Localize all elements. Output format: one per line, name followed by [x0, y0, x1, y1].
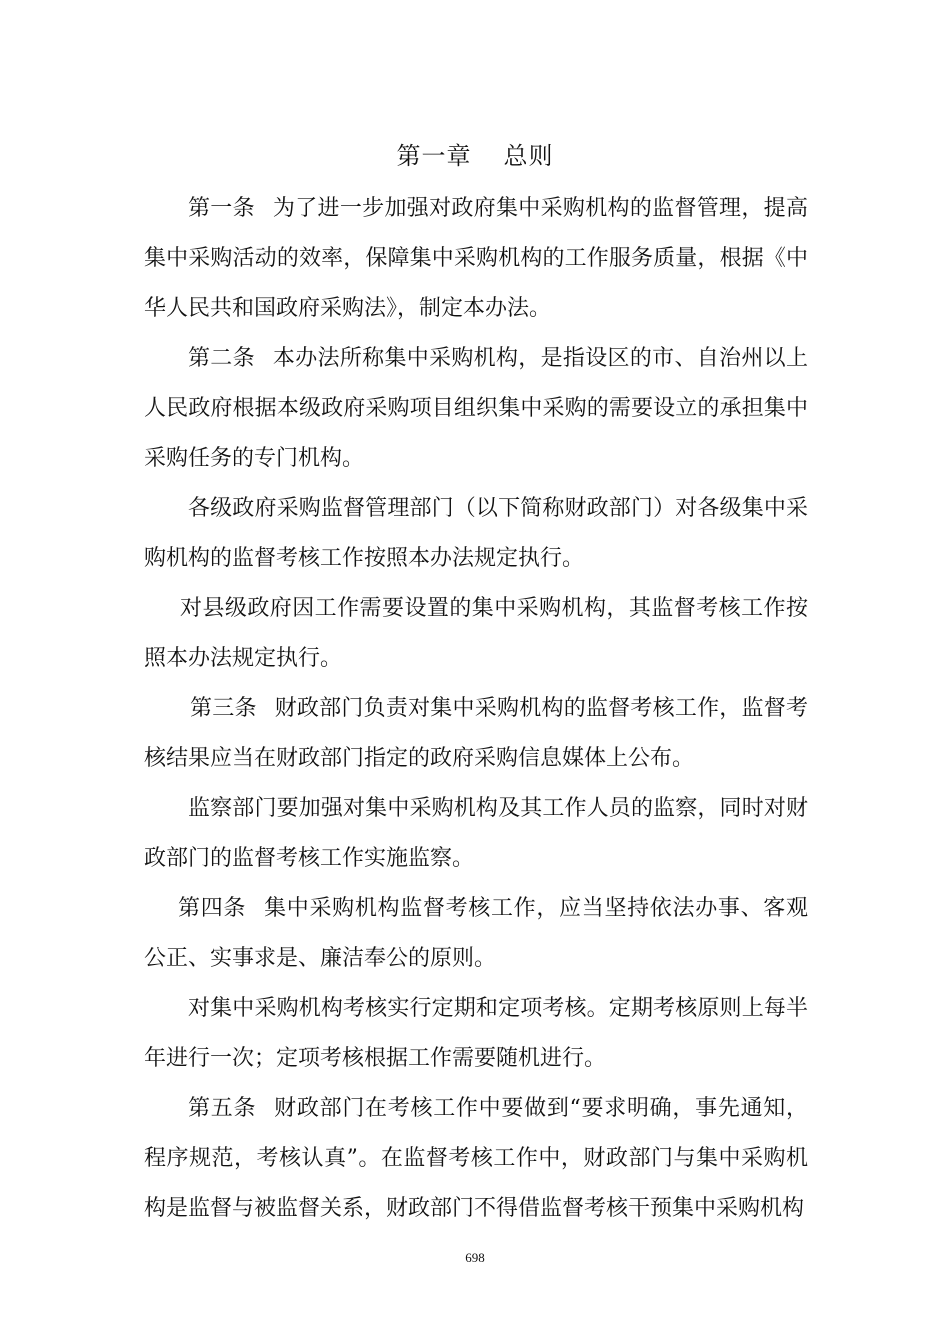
chapter-number: 第一章 [396, 142, 472, 170]
article-text: 财政部门在考核工作中要做到“要求明确，事先通知，程序规范，考核认真”。在监督考核工作中，财政部门与集中采购机构是监督与被监督关系，财政部门不得借监督考核干预集中采购机构 [144, 1096, 808, 1221]
page-number: 698 [465, 1250, 485, 1265]
article-2-subparagraph-2 [144, 584, 808, 684]
article-4-subparagraph [144, 984, 808, 1084]
paragraph-text: 对集中采购机构考核实行定期和定项考核。定期考核原则上每半年进行一次；定项考核根据工作需要随机进行。 [144, 996, 808, 1071]
article-5-paragraph [144, 1084, 808, 1234]
paragraph-text: 对县级政府因工作需要设置的集中采购机构，其监督考核工作按照本办法规定执行。 [144, 596, 808, 671]
article-number: 第一条 [188, 196, 255, 221]
chapter-title: 总则 [503, 142, 554, 170]
article-text: 为了进一步加强对政府集中采购机构的监督管理，提高集中采购活动的效率，保障集中采购机构的工作服务质量，根据《中华人民共和国政府采购法》，制定本办法。 [144, 196, 808, 321]
article-1-paragraph [144, 184, 808, 334]
article-2-subparagraph-1 [144, 484, 808, 584]
paragraph-text: 各级政府采购监督管理部门（以下简称财政部门）对各级集中采购机构的监督考核工作按照本办法规定执行。 [144, 496, 808, 571]
article-text: 集中采购机构监督考核工作，应当坚持依法办事、客观公正、实事求是、廉洁奉公的原则。 [144, 896, 808, 971]
article-number: 第三条 [190, 696, 257, 721]
article-number: 第二条 [188, 346, 255, 371]
article-3-subparagraph [144, 784, 808, 884]
article-3-paragraph [144, 684, 808, 784]
paragraph-text: 监察部门要加强对集中采购机构及其工作人员的监察，同时对财政部门的监督考核工作实施监察。 [144, 796, 808, 871]
article-number: 第四条 [178, 896, 247, 921]
article-text: 财政部门负责对集中采购机构的监督考核工作，监督考核结果应当在财政部门指定的政府采购信息媒体上公布。 [144, 696, 808, 771]
chapter-heading [0, 136, 950, 176]
article-4-paragraph [144, 884, 808, 984]
article-text: 本办法所称集中采购机构，是指设区的市、自治州以上人民政府根据本级政府采购项目组织集中采购的需要设立的承担集中采购任务的专门机构。 [144, 346, 808, 471]
article-number: 第五条 [188, 1096, 257, 1121]
article-2-paragraph [144, 334, 808, 484]
